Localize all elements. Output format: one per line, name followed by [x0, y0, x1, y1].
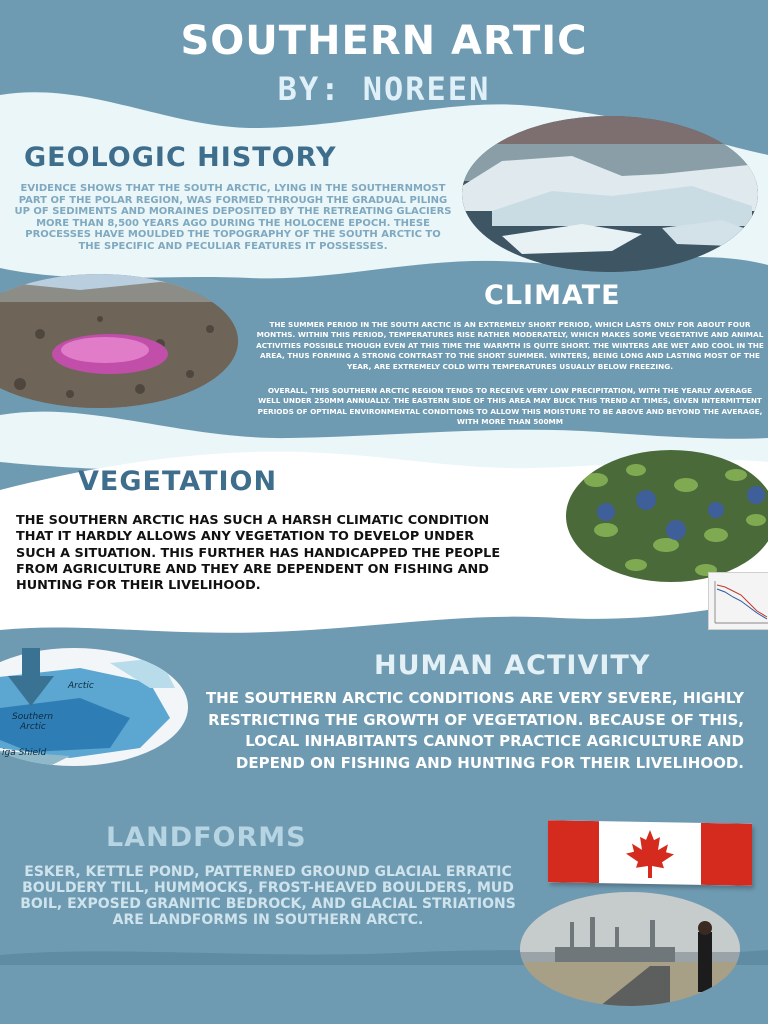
- climate-paragraph-1: THE SUMMER PERIOD IN THE SOUTH ARCTIC IS AN EXTREMELY SHORT PERIOD, WHICH LASTS ONLY FOR ABOUT FOUR MONTHS. WITHIN THIS PERIOD, TEMPERATURES RISE RATHER MODERATELY, WHICH MAKES SOME VEGETATIVE AND ANIMAL ACTIVITIES POSSIBLE THOUGH EVEN AT THIS TIME THE WARMTH IS QUITE SHORT. THE WINTERS ARE WET AND COOL IN THE AREA, THUS FORMING A STRONG CONTRAST TO THE SHORT SUMMER. WINTERS, BEING LONG AND LASTING MOST OF THE YEAR, ARE EXTREMELY COLD WITH TEMPERATURES USUALLY BELOW FREEZING.: [256, 320, 764, 371]
- map-label-shield: iga Shield: [2, 748, 47, 758]
- geologic-heading: GEOLOGIC HISTORY: [24, 142, 337, 173]
- arrow-down-icon: [8, 648, 54, 706]
- climate-graph-thumbnail: [708, 572, 768, 630]
- map-label-southern-line2: Arctic: [20, 722, 46, 732]
- map-label-southern-line1: Southern: [12, 712, 54, 722]
- map-label-southern: [12, 712, 53, 732]
- landforms-text: ESKER, KETTLE POND, PATTERNED GROUND GLACIAL ERRATIC BOULDERY TILL, HUMMOCKS, FROST-HEAVED BOULDERS, MUD BOIL, EXPOSED GRANITIC BEDROCK, AND GLACIAL STRIATIONS ARE LANDFORMS IN SOUTHERN ARCTC.: [20, 864, 516, 928]
- landforms-heading: LANDFORMS: [106, 822, 307, 853]
- author-byline: BY: NOREEN: [277, 70, 491, 108]
- human-activity-heading: HUMAN ACTIVITY: [374, 650, 651, 681]
- blueberry-photo: [566, 450, 768, 582]
- geologic-text: EVIDENCE SHOWS THAT THE SOUTH ARCTIC, LYING IN THE SOUTHERNMOST PART OF THE POLAR REGION, WAS FORMED THROUGH THE GRADUAL PILING UP OF SEDIMENTS AND MORAINES DEPOSITED BY THE RETREATING GLACIERS MORE THAN 8,500 YEARS AGO DURING THE HOLOCENE EPOCH. THESE PROCESSES HAVE MOULDED THE TOPOGRAPHY OF THE SOUTH ARCTIC TO THE SPECIFIC AND PECULIAR FEATURES IT POSSESSES.: [14, 183, 452, 252]
- iceberg-photo: [462, 116, 758, 272]
- canada-flag: [548, 820, 752, 886]
- human-activity-text: THE SOUTHERN ARCTIC CONDITIONS ARE VERY SEVERE, HIGHLY RESTRICTING THE GROWTH OF VEGETATION. BECAUSE OF THIS, LOCAL INHABITANTS CANNOT PRACTICE AGRICULTURE AND DEPEND ON FISHING AND HUNTING FOR THEIR LIVELIHOOD.: [205, 689, 744, 772]
- climate-heading: CLIMATE: [484, 280, 621, 311]
- page-title: SOUTHERN ARTIC: [180, 18, 588, 64]
- vegetation-heading: VEGETATION: [78, 466, 278, 497]
- vegetation-text: THE SOUTHERN ARCTIC HAS SUCH A HARSH CLIMATIC CONDITION THAT IT HARDLY ALLOWS ANY VEGETATION TO DEVELOP UNDER SUCH A SITUATION. THIS FURTHER HAS HANDICAPPED THE PEOPLE FROM AGRICULTURE AND THEY ARE DEPENDENT ON FISHING AND HUNTING FOR THEIR LIVELIHOOD.: [16, 513, 501, 594]
- climate-paragraph-2: OVERALL, THIS SOUTHERN ARCTIC REGION TENDS TO RECEIVE VERY LOW PRECIPITATION, WITH THE YEARLY AVERAGE WELL UNDER 250MM ANNUALLY. THE EASTERN SIDE OF THIS AREA MAY BUCK THIS TREND AT TIMES, GIVEN INTERMITTENT PERIODS OF OPTIMAL ENVIRONMENTAL CONDITIONS TO ALLOW THIS MOISTURE TO BE ABOVE AND BEYOND THE AVERAGE, WITH MORE THAN 500MM: [257, 386, 763, 427]
- industrial-photo: [520, 892, 740, 1006]
- map-label-arctic: Arctic: [68, 681, 94, 691]
